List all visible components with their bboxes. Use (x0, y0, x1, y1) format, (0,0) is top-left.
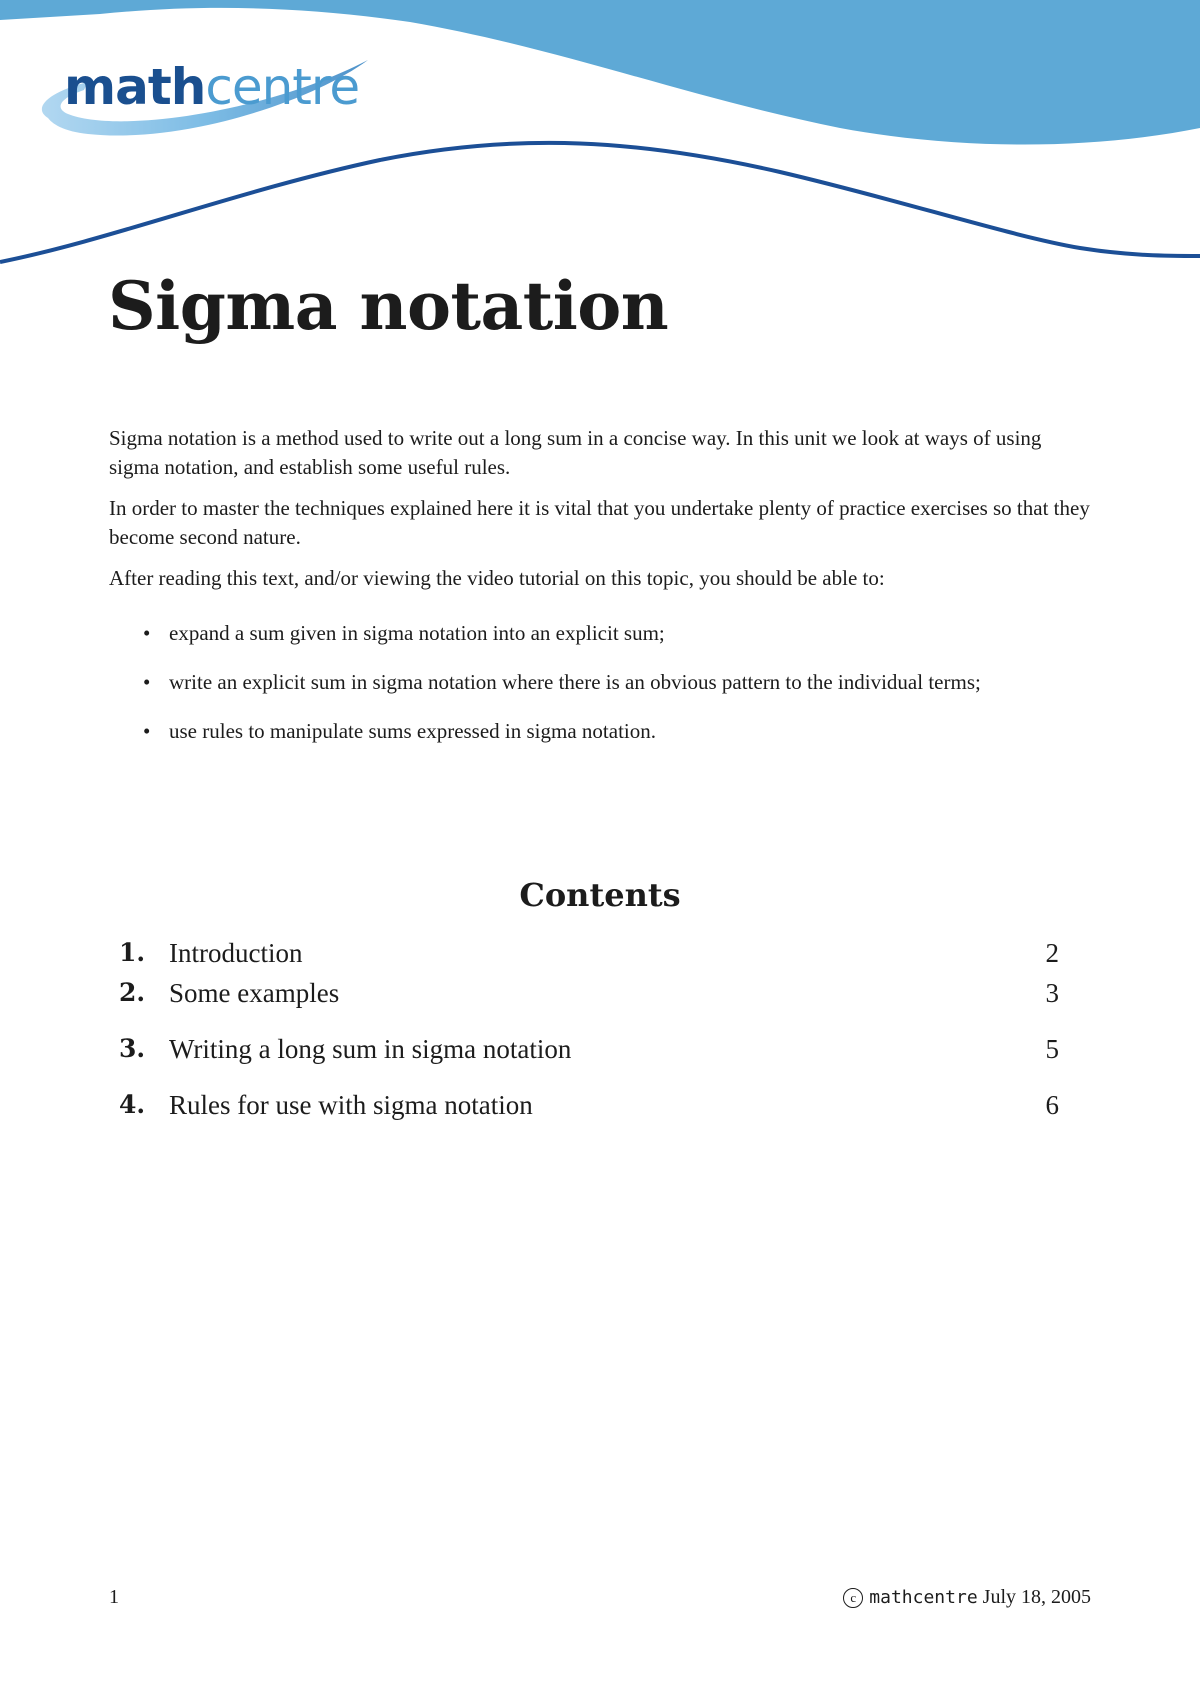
toc-title: Writing a long sum in sigma notation (169, 1034, 572, 1064)
footer-brand: mathcentre (869, 1587, 978, 1608)
objective-text: write an explicit sum in sigma notation where there is an obvious pattern to the individual terms; (169, 670, 981, 694)
copyright-icon: c (843, 1588, 863, 1608)
logo-math-text: math (64, 58, 206, 116)
intro-section (109, 424, 1091, 766)
toc-row[interactable] (119, 978, 1059, 1018)
toc-title: Rules for use with sigma notation (169, 1090, 533, 1120)
toc-title: Some examples (169, 978, 340, 1008)
intro-paragraph: In order to master the techniques explained here it is vital that you undertake plenty of practice exercises so that they become second nature. (109, 496, 1090, 549)
list-item (109, 717, 1091, 746)
bullet-icon: • (143, 621, 151, 645)
logo-centre-text: centre (205, 58, 360, 116)
intro-paragraph: After reading this text, and/or viewing the video tutorial on this topic, you should be able to: (109, 566, 885, 590)
toc-page: 2 (1045, 938, 1059, 968)
toc-number: 1. (119, 938, 146, 967)
table-of-contents (119, 938, 1059, 1130)
toc-row[interactable] (119, 1034, 1059, 1074)
footer-copyright (843, 1586, 1091, 1609)
bullet-icon: • (143, 719, 151, 743)
toc-page: 6 (1045, 1090, 1059, 1120)
list-item (109, 668, 1091, 697)
toc-number: 4. (119, 1090, 146, 1119)
footer-date: July 18, 2005 (982, 1586, 1091, 1608)
logo-wordmark (64, 58, 360, 116)
toc-page: 3 (1045, 978, 1059, 1008)
objectives-list (109, 619, 1091, 746)
bullet-icon: • (143, 670, 151, 694)
toc-title: Introduction (169, 938, 303, 968)
list-item (109, 619, 1091, 648)
header-wave-line (0, 143, 1200, 262)
page-number: 1 (109, 1586, 119, 1608)
mathcentre-logo (28, 52, 388, 142)
toc-row[interactable] (119, 1090, 1059, 1130)
toc-row[interactable] (119, 938, 1059, 978)
objective-text: expand a sum given in sigma notation into an explicit sum; (169, 621, 665, 645)
intro-paragraph: Sigma notation is a method used to write out a long sum in a concise way. In this unit we look at ways of using sigma notation, and establish some useful rules. (109, 426, 1042, 479)
toc-page: 5 (1045, 1034, 1059, 1064)
page-title: Sigma notation (108, 267, 669, 345)
contents-heading: Contents (519, 876, 681, 914)
toc-number: 3. (119, 1034, 146, 1063)
toc-number: 2. (119, 978, 146, 1007)
objective-text: use rules to manipulate sums expressed in sigma notation. (169, 719, 656, 743)
